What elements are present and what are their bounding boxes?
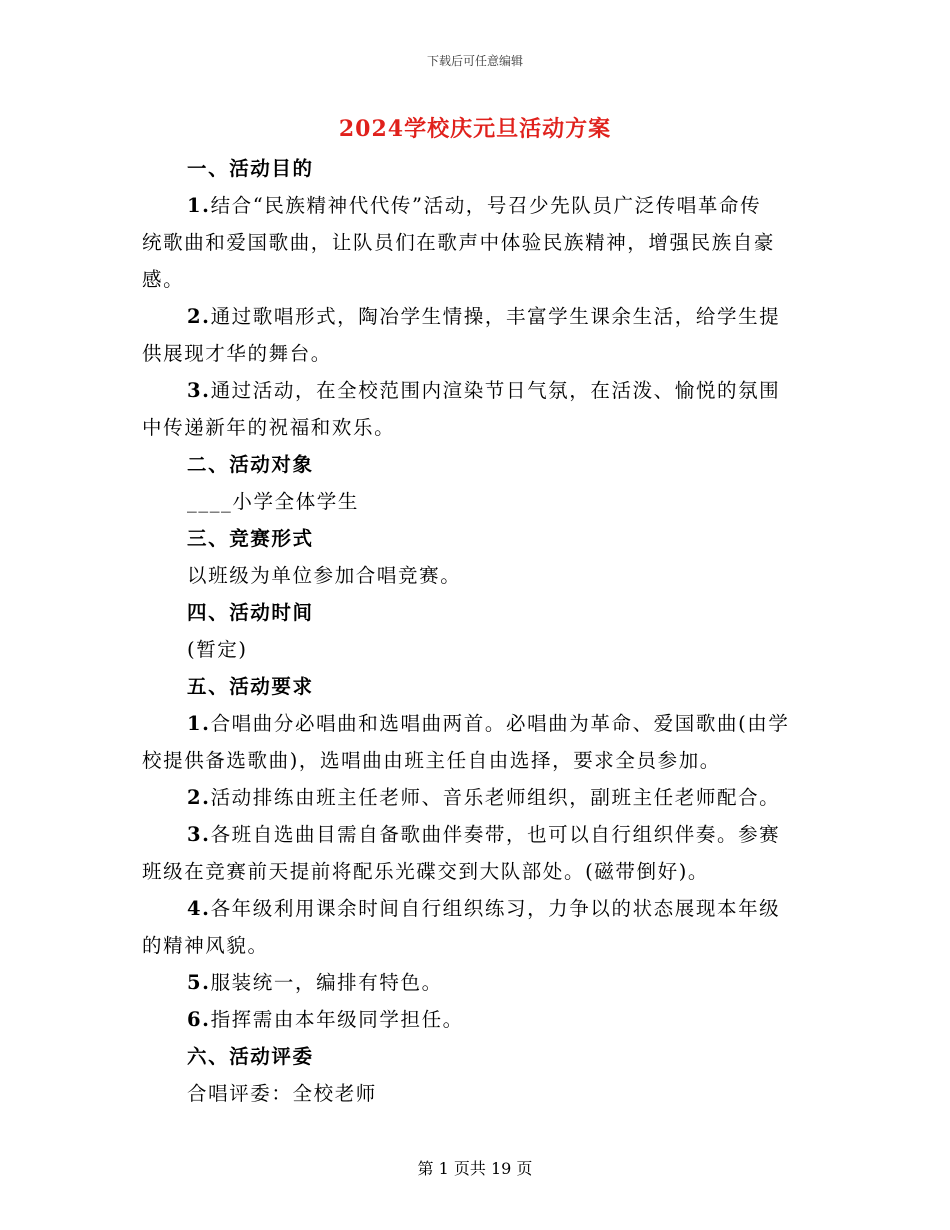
requirement-item-5: [142, 964, 808, 1001]
item-number: 3.: [187, 379, 211, 402]
requirement-item-4: [142, 890, 808, 927]
item-text: 指挥需由本年级同学担任。: [210, 1008, 464, 1031]
item-text: 各班自选曲目需自备歌曲伴奏带，也可以自行组织伴奏。参赛: [210, 823, 781, 846]
item-number: 3.: [187, 823, 211, 846]
section-heading-time: 四、活动时间: [187, 601, 314, 624]
item-number: 6.: [187, 1008, 211, 1031]
item-number: 4.: [187, 897, 211, 920]
item-text: 通过活动，在全校范围内渲染节日气氛，在活泼、愉悦的氛围: [210, 379, 781, 402]
purpose-item-3-line-2: 中传递新年的祝福和欢乐。: [142, 416, 396, 439]
item-text: 合唱曲分必唱曲和选唱曲两首。必唱曲为革命、爱国歌曲(由学: [210, 712, 790, 735]
section-heading-format: 三、竞赛形式: [187, 527, 314, 550]
requirement-item-4-line-2: 的精神风貌。: [142, 934, 269, 957]
section-heading-requirements: 五、活动要求: [187, 675, 314, 698]
page-footer: 第 1 页共 19 页: [417, 1159, 533, 1178]
item-text: 结合“民族精神代代传”活动，号召少先队员广泛传唱革命传: [210, 194, 762, 217]
purpose-item-2-line-2: 供展现才华的舞台。: [142, 342, 332, 365]
time-text: (暂定): [187, 638, 248, 661]
item-number: 2.: [187, 305, 211, 328]
item-number: 5.: [187, 971, 211, 994]
item-text: 活动排练由班主任老师、音乐老师组织，副班主任老师配合。: [210, 786, 781, 809]
purpose-item-1: [142, 187, 808, 224]
header-note: 下载后可任意编辑: [426, 54, 523, 68]
purpose-item-1-line-3: 感。: [142, 268, 185, 291]
item-text: 通过歌唱形式，陶冶学生情操，丰富学生课余生活，给学生提: [210, 305, 781, 328]
requirement-item-3: [142, 816, 808, 853]
purpose-item-2: [142, 298, 808, 335]
requirement-item-1: [142, 705, 808, 742]
item-text: 服装统一，编排有特色。: [210, 971, 443, 994]
section-heading-judges: 六、活动评委: [187, 1045, 314, 1068]
requirement-item-2: [142, 779, 808, 816]
requirement-item-3-line-2: 班级在竞赛前天提前将配乐光碟交到大队部处。(磁带倒好)。: [142, 860, 710, 883]
item-number: 1.: [187, 194, 211, 217]
item-number: 2.: [187, 786, 211, 809]
judges-text: 合唱评委：全校老师: [187, 1082, 377, 1105]
document-body: [142, 150, 808, 1112]
item-number: 1.: [187, 712, 211, 735]
requirement-item-6: [142, 1001, 808, 1038]
requirement-item-1-line-2: 校提供备选歌曲)，选唱曲由班主任自由选择，要求全员参加。: [142, 749, 721, 772]
section-heading-purpose: 一、活动目的: [187, 157, 314, 180]
format-text: 以班级为单位参加合唱竞赛。: [187, 564, 462, 587]
target-text: ____小学全体学生: [187, 490, 359, 513]
section-heading-target: 二、活动对象: [187, 453, 314, 476]
item-text: 各年级利用课余时间自行组织练习，力争以的状态展现本年级: [210, 897, 781, 920]
purpose-item-1-line-2: 统歌曲和爱国歌曲，让队员们在歌声中体验民族精神，增强民族自豪: [142, 231, 776, 254]
document-title: 2024学校庆元旦活动方案: [338, 116, 612, 142]
purpose-item-3: [142, 372, 808, 409]
